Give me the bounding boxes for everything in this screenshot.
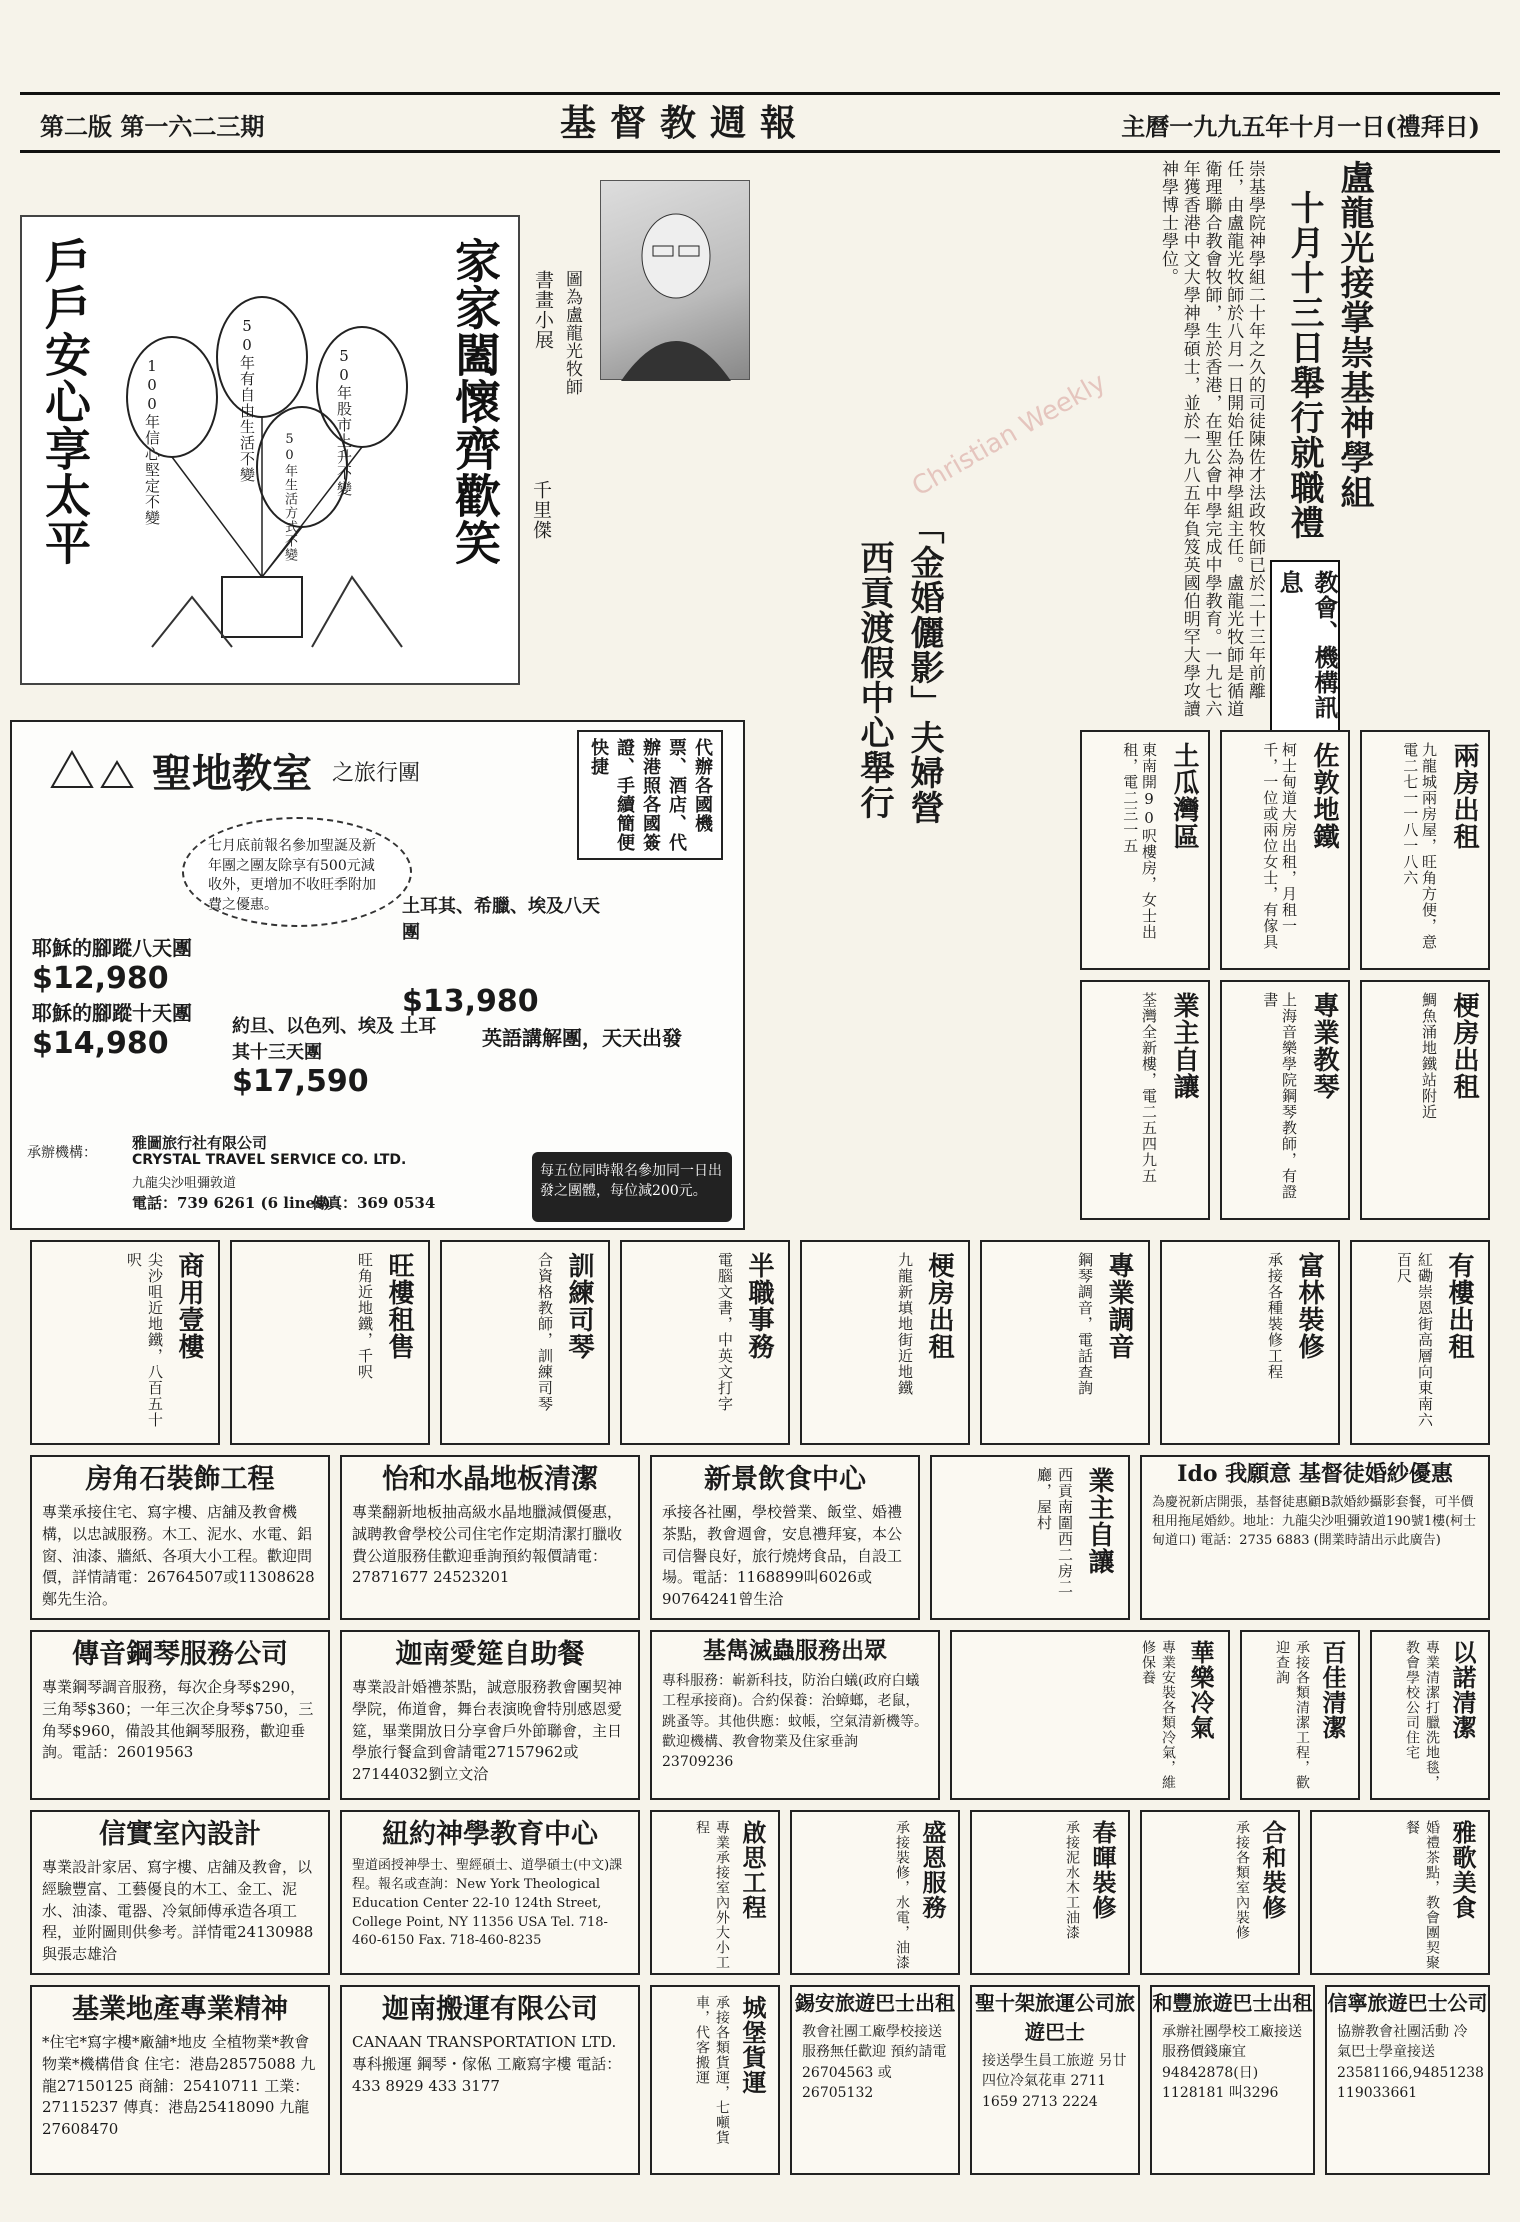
ad-title: 業主自讓 xyxy=(1084,1467,1114,1575)
classified-ad xyxy=(1360,980,1490,1220)
vertical-ad xyxy=(930,1455,1130,1620)
banner-text-4: 50年生活方式不變 xyxy=(282,432,297,562)
tour-promo: 每五位同時報名參加同一日出發之團體，每位減200元。 xyxy=(532,1152,732,1222)
ad-body: 承接各類室內裝修 xyxy=(1234,1820,1250,1940)
classified-body: 柯士甸道大房出租，月租一千，一位或兩位女士，有傢具 xyxy=(1261,742,1298,950)
classified-ad xyxy=(230,1240,430,1445)
ad-title: 城堡貨運 xyxy=(738,1995,767,2095)
display-ad-nyte xyxy=(340,1810,640,1975)
classified-ad xyxy=(620,1240,790,1445)
ad-title: 怡和水晶地板清潔 xyxy=(382,1464,598,1495)
calligraphy-credit: 千里傑 xyxy=(530,480,552,540)
ad-title: 信寧旅遊巴士公司 xyxy=(1327,1991,1488,2015)
tour-ad xyxy=(10,720,745,1230)
ad-body: 專業鋼琴調音服務，每次企身琴$290，三角琴$360；一年三次企身琴$750，三角琴$960，備設其他鋼琴服務，歡迎垂詢。電話：26019563 xyxy=(42,1678,314,1762)
vertical-ad xyxy=(1140,1810,1300,1975)
classified-ad xyxy=(440,1240,610,1445)
classified-body: 電腦文書，中英文打字 xyxy=(716,1252,734,1412)
vertical-ad xyxy=(1310,1810,1490,1975)
photo-caption: 圖為盧龍光牧師 xyxy=(562,270,582,396)
ad-body: 西貢南圍西二房二廳，屋村 xyxy=(1035,1467,1074,1595)
ad-title: 合和裝修 xyxy=(1258,1820,1287,1920)
vertical-ad xyxy=(650,1810,780,1975)
tour-address: 九龍尖沙咀彌敦道 xyxy=(132,1176,237,1191)
classified-row-2 xyxy=(30,1240,1490,1450)
tour-organizer-label: 承辦機構： xyxy=(27,1145,97,1161)
masthead xyxy=(0,95,1520,150)
pastor-photo xyxy=(600,180,750,380)
ad-title: 錫安旅遊巴士出租 xyxy=(795,1991,955,2015)
ad-title: 紐約神學教育中心 xyxy=(382,1819,598,1850)
vertical-ad xyxy=(790,1810,960,1975)
tour-package-1 xyxy=(32,932,212,996)
classified-ad xyxy=(1160,1240,1340,1445)
classified-title: 梗房出租 xyxy=(1449,992,1479,1100)
classified-body: 紅磡崇恩街高層向東南六百尺 xyxy=(1395,1252,1434,1428)
ad-title: 迦南搬運有限公司 xyxy=(382,1994,598,2025)
ad-body: 專業設計家居、寫字樓、店舖及教會，以經驗豐富、工藝優良的木工、金工、泥水、油漆、電器、冷氣師傅承造各項工程，並附圖則供參考。詳情電24130988與張志雄洽 xyxy=(42,1858,314,1963)
display-ad-fangjiaoshi xyxy=(30,1455,330,1620)
issue-date: 主曆一九九五年十月一日(禮拜日) xyxy=(1121,112,1480,141)
ad-body: 婚禮茶點，教會團契聚餐 xyxy=(1404,1820,1440,1970)
ad-title: 聖十架旅運公司旅遊巴士 xyxy=(975,1991,1135,2044)
ad-body: 承接各類清潔工程，歡迎查詢 xyxy=(1274,1640,1310,1790)
ad-title: 信實室內設計 xyxy=(99,1819,261,1850)
classified-title: 佐敦地鐵 xyxy=(1309,742,1339,850)
ad-body: 為慶祝新店開張，基督徒惠顧B款婚紗攝影套餐，可半價租用拖尾婚紗。地址：九龍尖沙咀彌敦道190號1樓(柯士甸道口) 電話：2735 6883 (開業時請出示此廣告) xyxy=(1152,1495,1477,1548)
package-name: 土耳其、希臘、埃及八天團 xyxy=(402,896,600,943)
classified-title: 專業調音 xyxy=(1104,1252,1134,1360)
classified-body: 上海音樂學院鋼琴教師，有證書 xyxy=(1261,992,1298,1200)
vertical-ad xyxy=(1240,1630,1360,1800)
classified-ad xyxy=(30,1240,220,1445)
ad-body: 專業翻新地板抽高級水晶地臘減價優惠，誠聘教會學校公司住宅作定期清潔打臘收費公道服務佳歡迎垂詢預約報價請電：27871677 24523201 xyxy=(352,1503,623,1587)
classified-title: 土瓜灣區 xyxy=(1169,742,1199,850)
package-price: $14,980 xyxy=(32,1026,169,1061)
vertical-ad xyxy=(970,1810,1130,1975)
lead-headline: 盧龍光接掌崇基神學組 xyxy=(1334,160,1374,510)
paper-title: 基督教週報 xyxy=(560,102,811,144)
banner-text-2: 50年有自由生活不變 xyxy=(238,317,256,483)
tour-package-3 xyxy=(232,1012,452,1099)
ad-body: 專科服務：嶄新科技，防治白蟻(政府白蟻工程承接商)。合約保養：治蟑螂，老鼠，跳蚤等。其他供應：蚊帳，空氣清新機等。歡迎機構、教會物業及住家垂詢23709236 xyxy=(662,1673,928,1771)
ad-body: 承接各社團，學校營業、飯堂、婚禮茶點，教會週會，安息禮拜宴，本公司信譽良好，旅行燒烤食品，自設工場。電話：1168899叫6026或90764241曾生洽 xyxy=(662,1503,903,1608)
classified-body: 九龍城兩房屋，旺角方便，意電二七一一八一八六 xyxy=(1401,742,1438,950)
calligraphy-caption: 書畫小展 xyxy=(532,270,554,350)
classified-body: 東南開90呎樓房，女士出租，電二三一五 xyxy=(1121,742,1158,940)
classified-ad xyxy=(1350,1240,1490,1445)
tour-phone: 電話：739 6261 (6 lines) xyxy=(132,1194,331,1212)
display-ad-jijun xyxy=(650,1630,940,1800)
watermark: Christian Weekly xyxy=(907,367,1111,503)
display-ad-yihe xyxy=(340,1455,640,1620)
classified-body: 合資格教師，訓練司琴 xyxy=(536,1252,554,1412)
ad-body: 專業安裝各類冷氣，維修保養 xyxy=(1140,1640,1176,1790)
ad-body: 專業承接住宅、寫字樓、店舖及教會機構，以忠誠服務。木工、泥水、水電、鋁窗、油漆、牆紙、各項大小工程。歡迎問價，詳情請電：26764507或11308628鄭先生洽。 xyxy=(42,1503,315,1608)
classified-body: 荃灣全新樓，電二五四九五 xyxy=(1140,992,1158,1184)
vertical-ad xyxy=(1370,1630,1490,1800)
classified-body: 旺角近地鐵，千呎 xyxy=(356,1252,374,1380)
tour-note: 七月底前報名參加聖誕及新年團之團友除享有500元減收外，更增加不收旺季附加費之優惠。 xyxy=(182,817,412,927)
ad-body: 教會社團工廠學校接送服務無任歡迎 預約請電26704563 或26705132 xyxy=(802,2024,947,2101)
news-column-label: 教會、機構訊息 xyxy=(1275,570,1339,720)
classified-ad xyxy=(1360,730,1490,970)
ad-title: 百佳清潔 xyxy=(1318,1640,1347,1740)
ad-title: 盛恩服務 xyxy=(918,1820,947,1920)
banner-text-3: 50年股市上升不變 xyxy=(335,347,353,497)
display-ad-holycross-bus xyxy=(970,1985,1140,2175)
display-ad-xinning-bus xyxy=(1325,1985,1490,2175)
ad-title: Ido 我願意 基督徒婚紗優惠 xyxy=(1177,1461,1453,1487)
package-name: 耶穌的腳蹤十天團 xyxy=(32,1001,192,1025)
display-ad-chuanyin xyxy=(30,1630,330,1800)
tour-fax: 傳真：369 0534 xyxy=(312,1194,436,1212)
classified-ad xyxy=(1220,980,1350,1220)
vertical-ad xyxy=(650,1985,780,2175)
classified-title: 富林裝修 xyxy=(1294,1252,1324,1360)
ad-title: 傳音鋼琴服務公司 xyxy=(72,1639,288,1670)
calligraphy-artwork xyxy=(20,215,520,685)
display-ad-xinjing xyxy=(650,1455,920,1620)
ad-title: 房角石裝飾工程 xyxy=(85,1464,275,1495)
package-name: 耶穌的腳蹤八天團 xyxy=(32,936,192,960)
lead-subhead: 十月十三日舉行就職禮 xyxy=(1284,190,1324,540)
ad-title: 華樂冷氣 xyxy=(1186,1640,1215,1740)
classified-title: 有樓出租 xyxy=(1444,1252,1474,1360)
ad-body: 聖道函授神學士、聖經碩士、道學碩士(中文)課程。報名或查詢：New York Theological Education Center 22-10 124th Street, College Point, NY 11356 USA Tel. 718-460-6150 Fax. 718-460-8235 xyxy=(352,1858,623,1949)
ad-body: *住宅*寫字樓*廠舖*地皮 全植物業*教會物業*機構借食 住宅：港島28575088 九龍27150125 商舖：25410711 工業：27115237 傳真：港島25418090 九龍27608470 xyxy=(42,2033,316,2138)
classified-ad xyxy=(800,1240,970,1445)
display-ad-ido xyxy=(1140,1455,1490,1620)
ad-body: 專業清潔打臘洗地毯，教會學校公司住宅 xyxy=(1404,1640,1440,1790)
classified-title: 商用壹樓 xyxy=(174,1252,204,1360)
tour-organizer: 雅圖旅行社有限公司 xyxy=(132,1134,268,1152)
classified-title: 訓練司琴 xyxy=(564,1252,594,1360)
tour-package-5: 英語講解團，天天出發 xyxy=(482,1026,682,1050)
classified-body: 鋼琴調音，電話查詢 xyxy=(1076,1252,1094,1396)
classified-ad xyxy=(1220,730,1350,970)
issue-number: 第二版 第一六二三期 xyxy=(40,112,265,141)
display-ad-xinshi xyxy=(30,1810,330,1975)
calligraphy-scroll-left: 戶戶安心享太平 xyxy=(38,237,92,566)
ad-title: 春暉裝修 xyxy=(1088,1820,1117,1920)
masthead-bottom-rule xyxy=(20,150,1500,153)
display-ad-jiye xyxy=(30,1985,330,2175)
classified-body: 鯛魚涌地鐵站附近 xyxy=(1420,992,1438,1120)
tour-package-4 xyxy=(402,892,602,1019)
ad-title: 以諾清潔 xyxy=(1448,1640,1477,1740)
display-ad-xian-bus xyxy=(790,1985,960,2175)
ad-body: CANAAN TRANSPORTATION LTD. 專科搬運 鋼琴・傢俬 工廠寫字樓 電話：433 8929 433 3177 xyxy=(352,2033,622,2095)
tour-service: 代辦各國機票、酒店、代辦港照各國簽證、手續簡便快捷 xyxy=(577,730,723,860)
package-price: $12,980 xyxy=(32,961,169,996)
ad-title: 啟思工程 xyxy=(738,1820,767,1920)
ad-title: 基業地產專業精神 xyxy=(72,1994,288,2025)
classified-title: 半職事務 xyxy=(744,1252,774,1360)
classified-ad xyxy=(980,1240,1150,1445)
classified-area-upper xyxy=(750,730,1500,1250)
ad-title: 和豐旅遊巴士出租 xyxy=(1152,1991,1313,2015)
classified-title: 旺樓租售 xyxy=(384,1252,414,1360)
calligraphy-scroll-right: 家家闔懷齊歡笑 xyxy=(448,237,502,566)
classified-title: 兩房出租 xyxy=(1449,742,1479,850)
tour-holyland xyxy=(32,732,142,795)
ad-title: 迦南愛筵自助餐 xyxy=(395,1639,585,1670)
ad-body: 承辦社團學校工廠接送服務價錢廉宜 94842878(日) 1128181 叫3296 xyxy=(1162,2024,1302,2101)
classified-title: 梗房出租 xyxy=(924,1252,954,1360)
classified-body: 九龍新填地街近地鐵 xyxy=(896,1252,914,1396)
tour-brand: 聖地教室 xyxy=(152,750,312,797)
ad-body: 專業設計婚禮茶點，誠意服務教會團契神學院，佈道會，舞台表演晚會特別感恩愛筵，畢業開放日分享會戶外節聯會，主日學旅行餐盒到會請電27157962或27144032劉立文洽 xyxy=(352,1678,623,1783)
ad-body: 承接泥水木工油漆 xyxy=(1064,1820,1080,1940)
story2-headline: 「金婚儷影」夫婦營 xyxy=(904,510,944,825)
tour-organizer-en: CRYSTAL TRAVEL SERVICE CO. LTD. xyxy=(132,1152,407,1168)
package-price: $13,980 xyxy=(402,984,539,1019)
news-column-label-box xyxy=(1270,560,1340,740)
classified-ad xyxy=(1080,730,1210,970)
package-price: $17,590 xyxy=(232,1064,369,1099)
vertical-ad xyxy=(950,1630,1230,1800)
tour-package-2 xyxy=(32,997,212,1061)
ad-body: 協辦教會社團活動 冷氣巴士學童接送 23581166,94851238 119033661 xyxy=(1337,2024,1484,2101)
ad-title: 新景飲食中心 xyxy=(704,1464,866,1495)
classified-body: 承接各種裝修工程 xyxy=(1266,1252,1284,1380)
ad-body: 承接裝修，水電，油漆 xyxy=(894,1820,910,1970)
classified-title: 業主自讓 xyxy=(1169,992,1199,1100)
tour-brand-suffix: 之旅行團 xyxy=(332,761,421,786)
package-name: 約旦、以色列、埃及 土耳其十三天團 xyxy=(232,1016,437,1063)
classified-body: 尖沙咀近地鐵，八百五十呎 xyxy=(125,1252,164,1428)
banner-text-1: 100年信心堅定不變 xyxy=(143,357,161,526)
classified-ad xyxy=(1080,980,1210,1220)
ad-body: 承接各類貨運，七噸貨車，代客搬運 xyxy=(694,1995,730,2145)
ad-title: 雅歌美食 xyxy=(1448,1820,1477,1920)
ad-body: 接送學生員工旅遊 另廿四位冷氣花車 2711 1659 2713 2224 xyxy=(982,2053,1127,2110)
ad-body: 專業承接室內外大小工程 xyxy=(694,1820,730,1970)
ad-title: 基雋滅蟲服務出眾 xyxy=(703,1637,887,1664)
display-ad-jianan-buffet xyxy=(340,1630,640,1800)
lead-body: 崇基學院神學組二十年之久的司徒陳佐才法政牧師已於二十三年前離任，由盧龍光牧師於八月一日開始任為神學組主任。盧龍光牧師是循道衛理聯合教會牧師，生於香港，在聖公會中學完成中學教育。一九七六年獲香港中文大學神學碩士，並於一九八五年負笈英國伯明罕大學攻讀神學博士學位。 xyxy=(1158,160,1265,718)
display-ad-hefeng-bus xyxy=(1150,1985,1315,2175)
story2-subhead: 西貢渡假中心舉行 xyxy=(854,540,894,820)
display-ad-canaan xyxy=(340,1985,640,2175)
classified-title: 專業教琴 xyxy=(1309,992,1339,1100)
